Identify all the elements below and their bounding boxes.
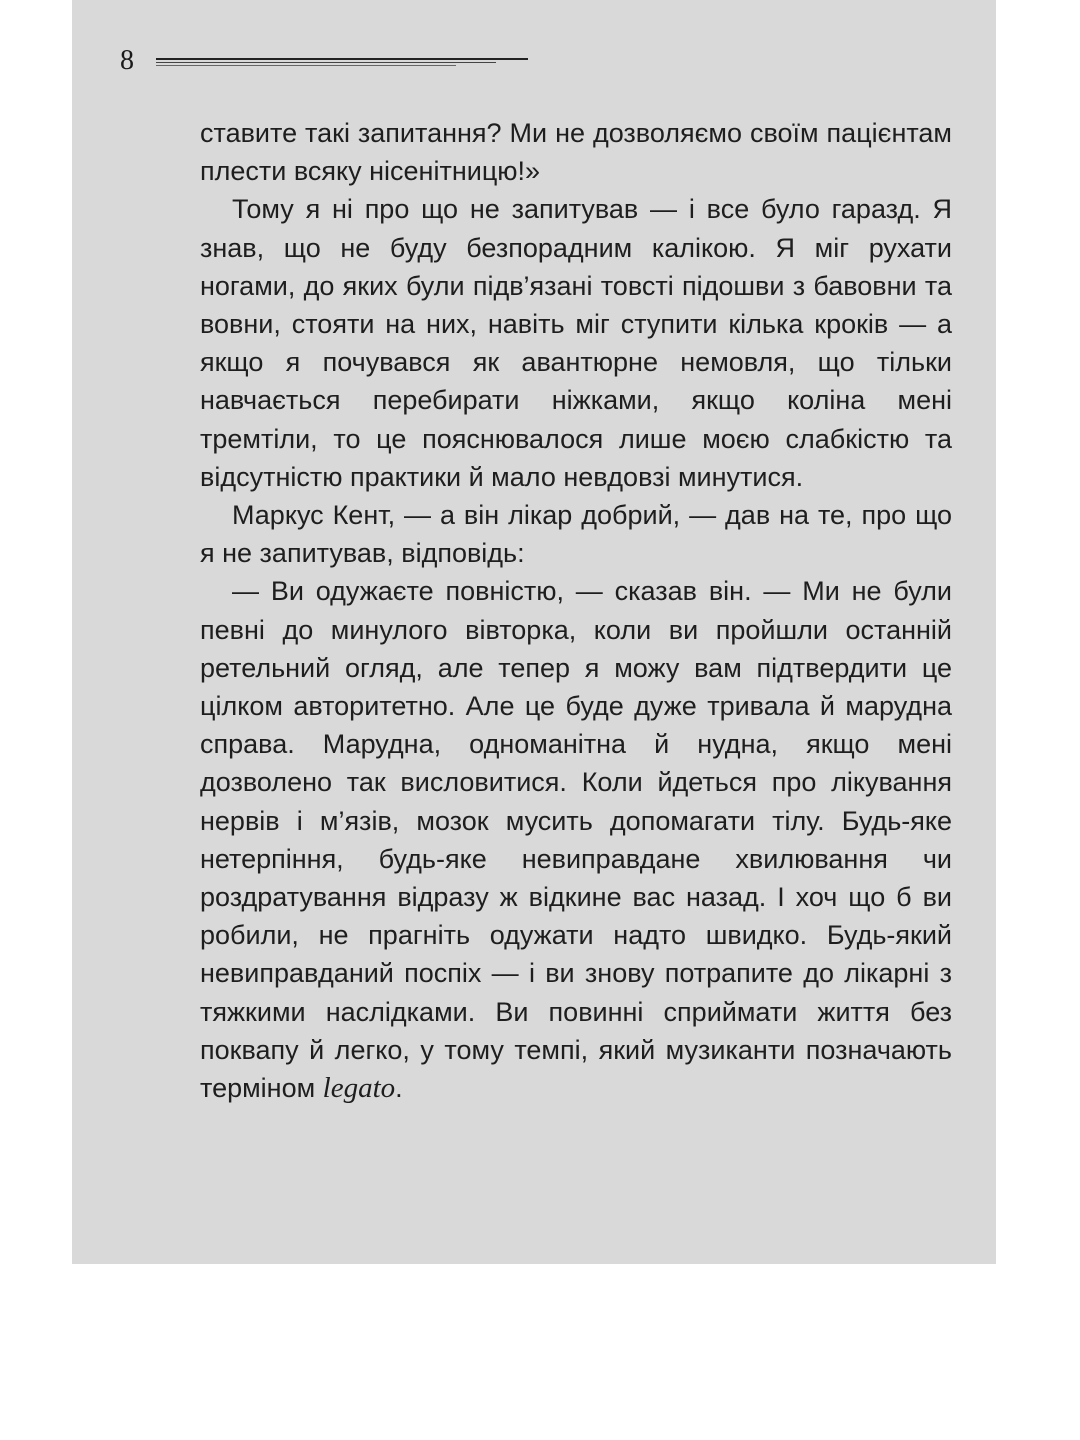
- paragraph: Маркус Кент, — а він лікар добрий, — дав на те, про що я не запитував, відповідь:: [200, 500, 952, 569]
- page-number: 8: [120, 45, 134, 76]
- paragraph: [200, 572, 952, 1107]
- paragraph-end: .: [395, 1073, 403, 1104]
- paragraph-text: — Ви одужаєте повністю, — сказав він. — Ми не були певні до минулого вівторка, коли ви пройшли останній ретельний огляд, але тепер я можу вам підтвердити це цілком авторитетно. Але це буде дуже тривала й марудна справа. Марудна, одноманітна й нудна, якщо мені дозволено так висловитися. Коли йдеться про лікування нервів і м’язів, мозок мусить допомагати тілу. Будь-яке нетерпіння, будь-яке невиправдане хвилювання чи роздратування відразу ж відкине вас назад. І хоч що б ви робили, не прагніть одужати надто швидко. Будь-який невиправданий поспіх — і ви знову потрапите до лікарні з тяжкими наслідками. Ви повинні сприймати життя без поквапу й легко, у тому темпі, який музиканти позначають терміном: [200, 576, 952, 1104]
- page-header: [120, 44, 620, 78]
- body-text: [200, 114, 952, 1107]
- italic-term: legato: [322, 1072, 396, 1105]
- paragraph: ставите такі запитання? Ми не дозволяємо своїм пацієнтам плести всяку нісенітницю!»: [200, 118, 952, 187]
- header-rule: [156, 58, 528, 66]
- paragraph: Тому я ні про що не запитував — і все було гаразд. Я знав, що не буду безпорадним калікою. Я міг рухати ногами, до яких були підв’язані товсті підошви з бавовни та вовни, стояти на них, навіть міг ступити кілька кроків — а якщо я почувався як авантюрне немовля, що тільки навчається перебирати ніжками, якщо коліна мені тремтіли, то це пояснювалося лише моєю слабкістю та відсутністю практики й мало невдовзі минутися.: [200, 194, 952, 492]
